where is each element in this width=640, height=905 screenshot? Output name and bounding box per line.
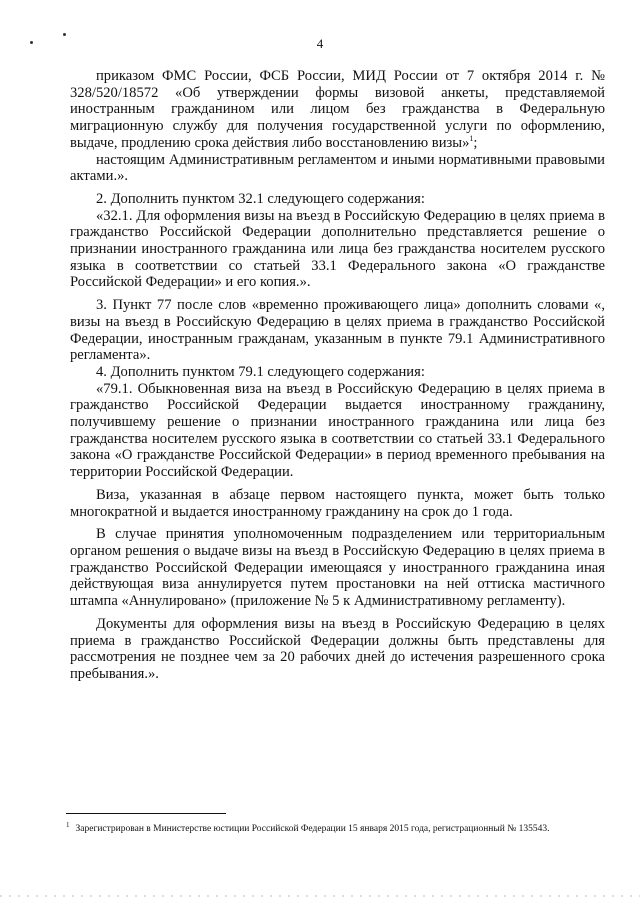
paragraph-32-1: «32.1. Для оформления визы на въезд в Российскую Федерацию в целях приема в гражданство Российской Федерации дополнительно представляется решение о признании иностранного гражданина или лица без гражданства носителем русского языка в соответствии со статьей 33.1 Федерального закона «О гражданстве Российской Федерации» и его копия.». (70, 207, 605, 291)
paragraph-visa-annulment: В случае принятия уполномоченным подразделением или территориальным органом решения о выдаче визы на въезд в Российскую Федерацию в целях приема в гражданство Российской Федерации имеющаяся у иностранного гражданина иная действующая виза аннулируется путем простановки на ней оттиска мастичного штампа «Аннулировано» (приложение № 5 к Административному регламенту). (70, 526, 605, 610)
document-body (70, 68, 605, 683)
paragraph-regulation: настоящим Административным регламентом и иными нормативными правовыми актами.». (70, 151, 605, 185)
paragraph-visa-multiple: Виза, указанная в абзаце первом настоящего пункта, может быть только многократной и выдается иностранному гражданину на срок до 1 года. (70, 486, 605, 520)
footnote-divider (66, 813, 226, 814)
page-number: 4 (316, 36, 324, 51)
paragraph-order-reference: приказом ФМС России, ФСБ России, МИД России от 7 октября 2014 г. № 328/520/18572 «Об утверждении формы визовой анкеты, представляемой иностранным гражданином или лицом без гражданства в Федеральную миграционную службу для получения государственной услуги по оформлению, выдаче, продлению срока действия либо восстановлению визы»$^1$; (70, 68, 605, 151)
footnote-mark: 1 (66, 820, 70, 829)
paragraph-item-2: 2. Дополнить пунктом 32.1 следующего содержания: (96, 190, 425, 207)
footnote-reference: 1 (469, 133, 474, 143)
footnote-text: Зарегистрирован в Министерстве юстиции Российской Федерации 15 января 2015 года, регистрационный № 135543. (75, 824, 550, 834)
paragraph-item-4: 4. Дополнить пунктом 79.1 следующего содержания: (96, 363, 425, 380)
paragraph-documents-deadline: Документы для оформления визы на въезд в Российскую Федерацию в целях приема в гражданство Российской Федерации должны быть представлены для рассмотрения не позднее чем за 20 рабочих дней до истечения разрешенного срока пребывания.». (70, 615, 605, 682)
paragraph-item-3: 3. Пункт 77 после слов «временно проживающего лица» дополнить словами «, визы на въезд в Российскую Федерацию в целях приема в гражданство Российской Федерации, иностранным гражданам, указанным в пункте 79.1 Административного регламента». (70, 297, 605, 364)
footnote (66, 820, 606, 836)
paragraph-79-1: «79.1. Обыкновенная виза на въезд в Российскую Федерацию в целях приема в гражданство Российской Федерации выдается иностранному гражданину, получившему решение о признании иностранного гражданина или лица без гражданства носителем русского языка в соответствии со статьей 33.1 Федерального закона «О гражданстве Российской Федерации» в период временного пребывания на территории Российской Федерации. (70, 380, 605, 481)
scan-edge-artifact (0, 895, 640, 897)
